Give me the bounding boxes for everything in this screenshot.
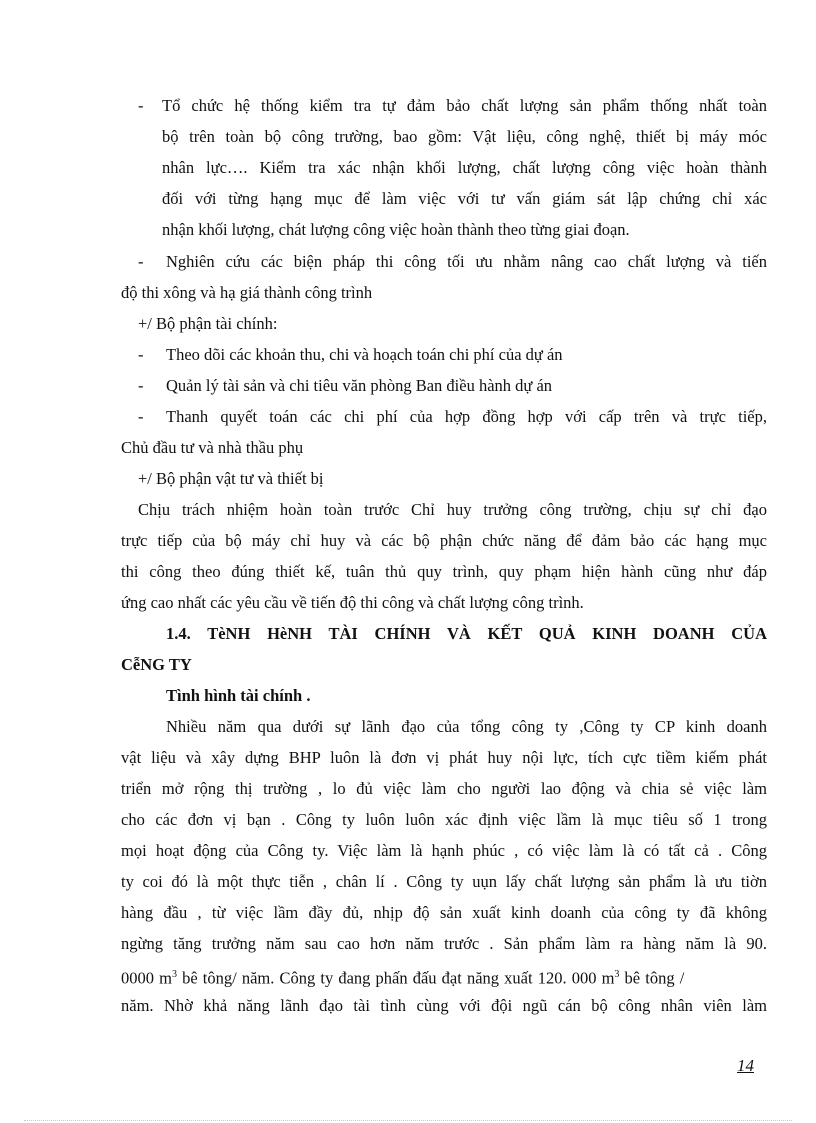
finance-para-line-8: ngừng tăng trưởng năm sau cao hơn năm trước . Sản phẩm làm ra hàng năm là 90. bbox=[121, 934, 767, 953]
bullet-dash: - bbox=[138, 96, 144, 115]
finance-para-line-6: ty coi đó là một thực tiễn , chân lí . Công ty uụn lấy chất lượng sản phẩm là ưu tiờn bbox=[121, 872, 767, 891]
bullet-dash: - bbox=[138, 407, 144, 426]
bullet-1-line-1: Tổ chức hệ thống kiểm tra tự đảm bảo chất lượng sản phẩm thống nhất toàn bbox=[162, 96, 767, 115]
finance-para-line-10: năm. Nhờ khả năng lãnh đạo tài tình cùng với đội ngũ cán bộ công nhân viên làm bbox=[121, 996, 767, 1015]
bullet-1-line-5: nhận khối lượng, chát lượng công việc hoàn thành theo từng giai đoạn. bbox=[162, 220, 630, 239]
bullet-5-line-2: Chủ đầu tư và nhà thầu phụ bbox=[121, 438, 304, 457]
section-heading-line-2: CễNG TY bbox=[121, 655, 192, 674]
page-bottom-rule bbox=[24, 1120, 792, 1121]
finance-para-line-3: triển mở rộng thị trường , lo đủ việc làm cho người lao động và chia sẻ việc làm bbox=[121, 779, 767, 798]
page-number: 14 bbox=[737, 1056, 754, 1075]
bullet-5-line-1: Thanh quyết toán các chi phí của hợp đồng hợp với cấp trên và trực tiếp, bbox=[166, 407, 767, 426]
finance-para-line-9b: bê tông/ năm. Công ty đang phấn đấu đạt năng xuất 120. 000 m bbox=[176, 968, 615, 988]
bullet-dash: - bbox=[138, 376, 144, 395]
bullet-2-line-1: Nghiên cứu các biện pháp thi công tối ưu nhằm nâng cao chất lượng và tiến bbox=[166, 252, 767, 271]
bullet-1-line-2: bộ trên toàn bộ công trường, bao gồm: Vật liệu, công nghệ, thiết bị máy móc bbox=[162, 127, 767, 146]
bullet-1-line-4: đối với từng hạng mục để làm việc với tư vấn giám sát lập chứng chỉ xác bbox=[162, 189, 767, 208]
superscript-3: 3 bbox=[171, 969, 177, 980]
bullet-dash: - bbox=[138, 252, 144, 271]
bullet-4-text: Quản lý tài sản và chi tiêu văn phòng Ban điều hành dự án bbox=[166, 376, 553, 395]
superscript-3: 3 bbox=[614, 969, 620, 980]
finance-dept-heading: +/ Bộ phận tài chính: bbox=[138, 314, 278, 333]
finance-para-line-4: cho các đơn vị bạn . Công ty luôn luôn xác định việc lầm là mục tiêu số 1 trong bbox=[121, 810, 767, 829]
finance-para-line-9c: bê tông / bbox=[619, 968, 685, 988]
finance-para-line-9 bbox=[121, 965, 684, 989]
finance-para-line-9a: 0000 m bbox=[121, 968, 172, 988]
finance-para-line-5: mọi hoạt động của Công ty. Việc làm là hạnh phúc , có việc làm là có tất cả . Công bbox=[121, 841, 767, 860]
materials-para-line-1: Chịu trách nhiệm hoàn toàn trước Chỉ huy trưởng công trường, chịu sự chỉ đạo bbox=[138, 500, 767, 519]
finance-para-line-2: vật liệu và xây dựng BHP luôn là đơn vị phát huy nội lực, tích cực tiềm kiếm phát bbox=[121, 748, 767, 767]
subheading-financial-situation: Tình hình tài chính . bbox=[166, 686, 311, 705]
materials-para-line-2: trực tiếp của bộ máy chỉ huy và các bộ phận chức năng để đảm bảo các hạng mục bbox=[121, 531, 767, 550]
finance-para-line-7: hàng đầu , từ việc lầm đầy đủ, nhịp độ sản xuất kinh doanh của công ty đã không bbox=[121, 903, 767, 922]
materials-para-line-3: thi công theo đúng thiết kế, tuân thủ quy trình, quy phạm hiện hành cũng như đáp bbox=[121, 562, 767, 581]
bullet-2-line-2: độ thi xông và hạ giá thành công trình bbox=[121, 283, 373, 302]
materials-para-line-4: ứng cao nhất các yêu cầu về tiến độ thi công và chất lượng công trình. bbox=[121, 593, 584, 612]
bullet-3-text: Theo dõi các khoản thu, chi và hoạch toán chi phí của dự án bbox=[166, 345, 563, 364]
bullet-1-line-3: nhân lực…. Kiểm tra xác nhận khối lượng, chất lượng công việc hoàn thành bbox=[162, 158, 767, 177]
bullet-dash: - bbox=[138, 345, 144, 364]
section-heading-line-1: 1.4. TèNH HèNH TÀI CHÍNH VÀ KẾT QUẢ KINH DOANH CỦA bbox=[166, 624, 767, 643]
materials-dept-heading: +/ Bộ phận vật tư và thiết bị bbox=[138, 469, 324, 488]
finance-para-line-1: Nhiều năm qua dưới sự lãnh đạo của tổng công ty ,Công ty CP kinh doanh bbox=[166, 717, 767, 736]
